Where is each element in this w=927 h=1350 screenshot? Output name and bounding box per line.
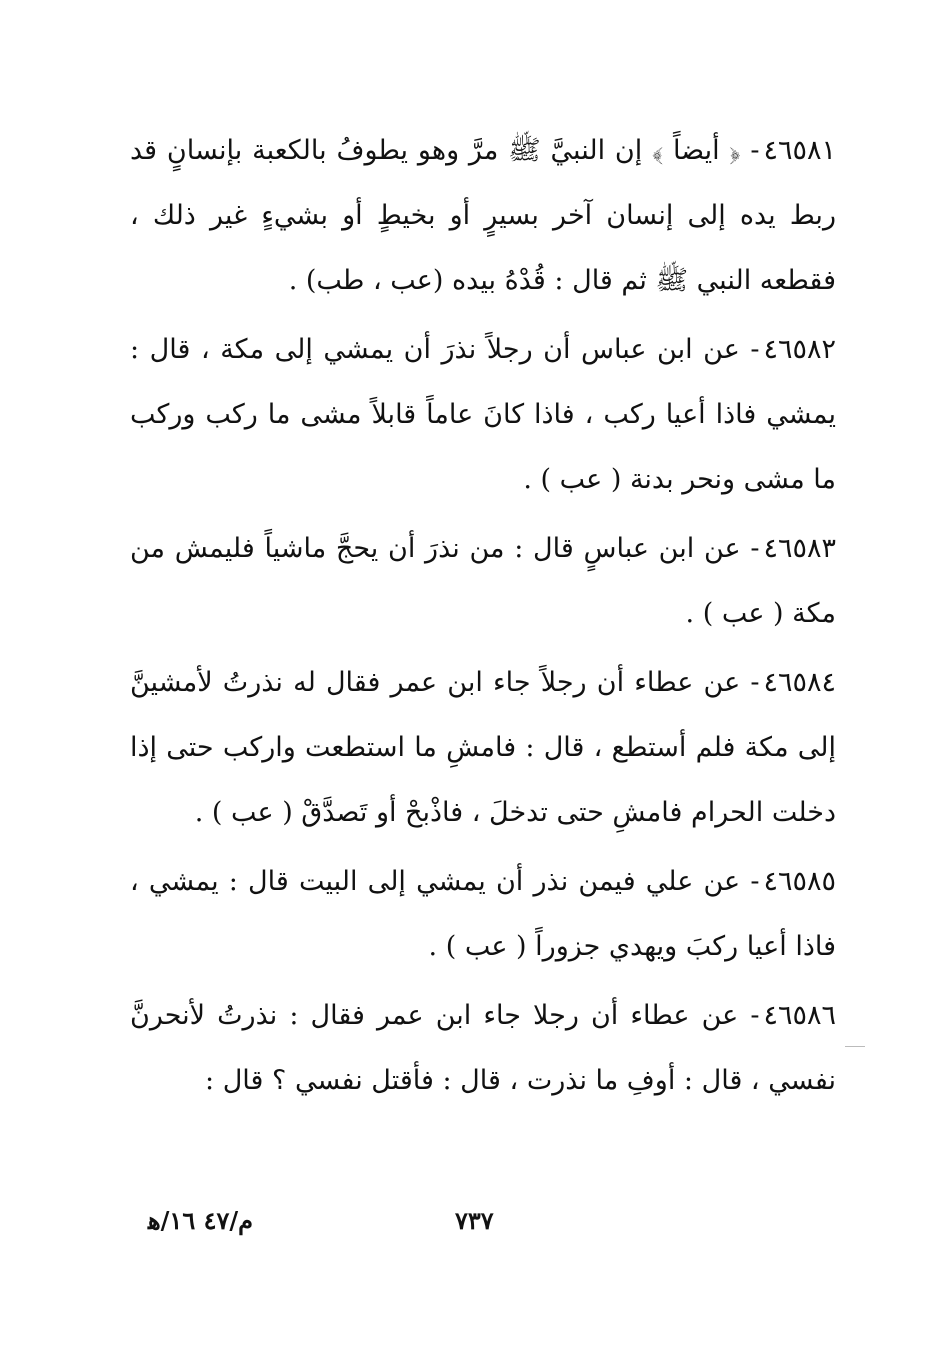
scan-speck bbox=[845, 1046, 865, 1047]
hadith-entry bbox=[130, 516, 836, 646]
hadith-text: - عن ابن عباس أن رجلاً نذرَ أن يمشي إلى مكة ، قال : يمشي فاذا أعيا ركب ، فاذا كانَ عاماً قابلاً مشى ما ركب وركب ما مشى ونحر بدنة ( عب ) . bbox=[130, 334, 836, 495]
hadith-entry bbox=[130, 650, 836, 845]
hadith-number: ٤٦٥٨٥ bbox=[763, 866, 836, 897]
printer-signature: م/٤٧ ١٦/ﻫ bbox=[148, 1206, 253, 1235]
hadith-text: - ﴿ أيضاً ﴾ إن النبيَّ ﷺ مرَّ وهو يطوفُ بالكعبة بإنسانٍ قد ربط يده إلى إنسان آخر بسيرٍ أو بخيطٍ أو بشيءٍ غير ذلك ، فقطعه النبي ﷺ ثم قال : قُدْهُ بيده (عب ، طب) . bbox=[130, 135, 836, 296]
page-footer bbox=[130, 1206, 836, 1246]
hadith-entry bbox=[130, 317, 836, 512]
hadith-entry bbox=[130, 118, 836, 313]
page-number: ٧٣٧ bbox=[455, 1206, 494, 1235]
hadith-number: ٤٦٥٨٤ bbox=[763, 667, 836, 698]
hadith-number: ٤٦٥٨١ bbox=[763, 135, 836, 166]
hadith-entry bbox=[130, 849, 836, 979]
hadith-text: - عن ابن عباسٍ قال : من نذرَ أن يحجَّ ماشياً فليمش من مكة ( عب ) . bbox=[130, 533, 836, 629]
hadith-text: - عن عطاء أن رجلاً جاء ابن عمر فقال له نذرتُ لأمشينَّ إلى مكة فلم أستطع ، قال : فامشِ ما استطعت واركب حتى إذا دخلت الحرام فامشِ حتى تدخلَ ، فاذْبحْ أو تَصدَّقْ ( عب ) . bbox=[130, 667, 836, 828]
hadith-entry bbox=[130, 983, 836, 1113]
hadith-number: ٤٦٥٨٦ bbox=[763, 1000, 836, 1031]
hadith-text: - عن علي فيمن نذر أن يمشي إلى البيت قال : يمشي ، فاذا أعيا ركبَ ويهدي جزوراً ( عب ) . bbox=[130, 866, 836, 962]
hadith-number: ٤٦٥٨٣ bbox=[763, 533, 836, 564]
hadith-number: ٤٦٥٨٢ bbox=[763, 334, 836, 365]
hadith-text: - عن عطاء أن رجلا جاء ابن عمر فقال : نذرتُ لأنحرنَّ نفسي ، قال : أوفِ ما نذرت ، قال : فأقتل نفسي ؟ قال : bbox=[130, 1000, 836, 1096]
page-body bbox=[130, 118, 836, 1113]
